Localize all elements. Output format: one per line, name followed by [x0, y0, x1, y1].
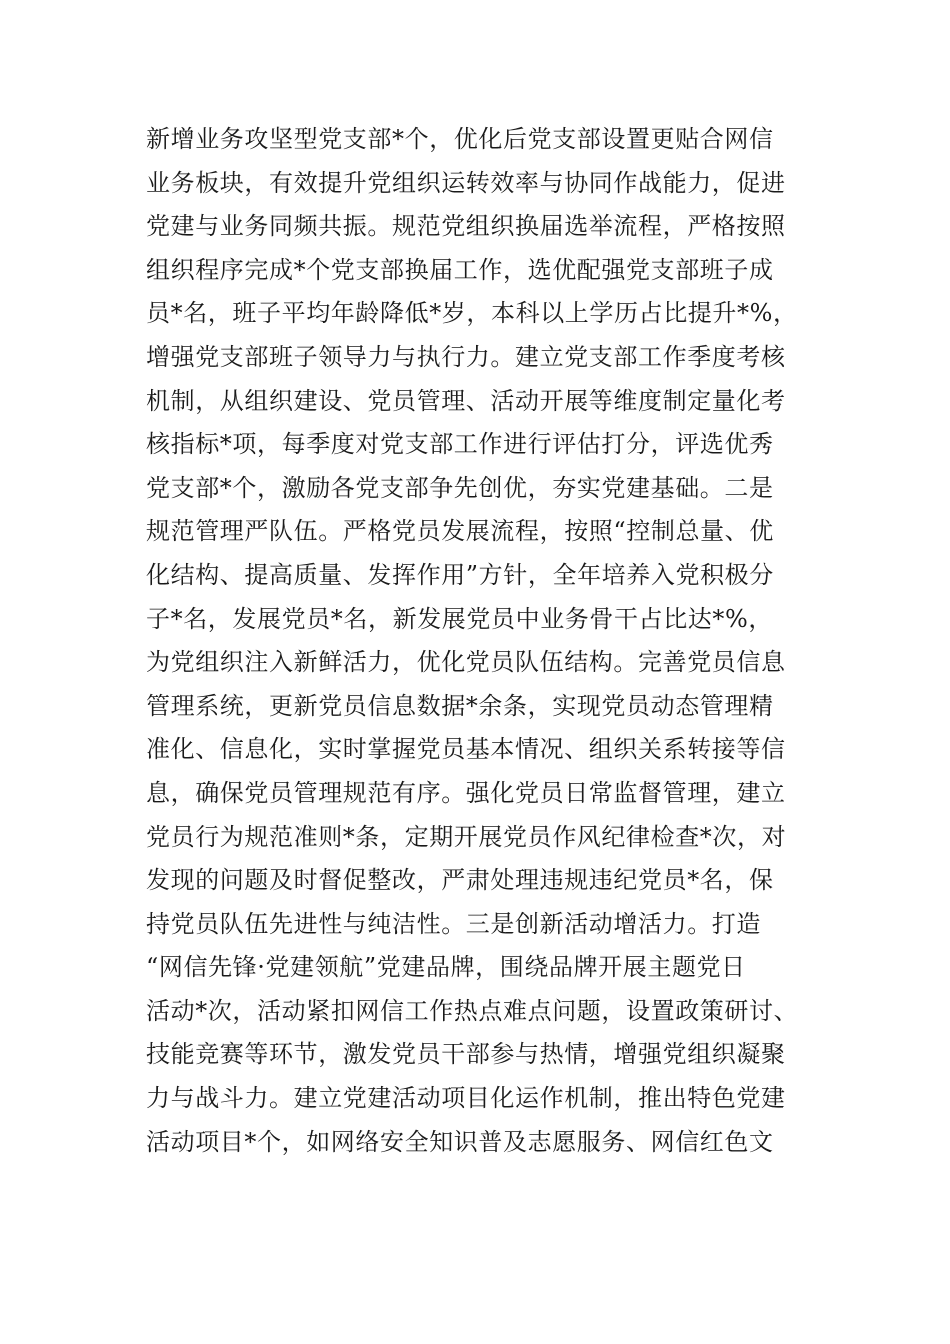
text-line-21: 活动*次，活动紧扣网信工作热点难点问题，设置政策研讨、: [146, 996, 799, 1025]
text-line-14: 管理系统，更新党员信息数据*余条，实现党员动态管理精: [146, 691, 774, 720]
text-line-1: 新增业务攻坚型党支部*个，优化后党支部设置更贴合网信: [146, 125, 774, 153]
text-line-9: 党支部*个，激励各党支部争先创优，夯实党建基础。二是: [146, 473, 774, 502]
text-line-5: 员*名，班子平均年龄降低*岁，本科以上学历占比提升*%，: [146, 299, 798, 328]
body-paragraph: [146, 118, 836, 1164]
text-line-4: 组织程序完成*个党支部换届工作，选优配强党支部班子成: [146, 255, 774, 284]
text-line-15: 准化、信息化，实时掌握党员基本情况、组织关系转接等信: [146, 735, 786, 764]
text-line-17: 党员行为规范准则*条，定期开展党员作风纪律检查*次，对: [146, 822, 787, 851]
text-line-16: 息，确保党员管理规范有序。强化党员日常监督管理，建立: [146, 778, 786, 807]
text-line-12: 子*名，发展党员*名，新发展党员中业务骨干占比达*%，: [146, 604, 774, 633]
text-line-10: 规范管理严队伍。严格党员发展流程，按照“控制总量、优: [146, 517, 774, 546]
text-line-13: 为党组织注入新鲜活力，优化党员队伍结构。完善党员信息: [146, 648, 786, 677]
text-line-2: 业务板块，有效提升党组织运转效率与协同作战能力，促进: [146, 168, 786, 197]
text-line-19: 持党员队伍先进性与纯洁性。三是创新活动增活力。打造: [146, 909, 761, 938]
text-line-23: 力与战斗力。建立党建活动项目化运作机制，推出特色党建: [146, 1084, 786, 1113]
text-line-11: 化结构、提高质量、发挥作用”方针，全年培养入党积极分: [146, 560, 774, 589]
text-line-20: “网信先锋·党建领航”党建品牌，围绕品牌开展主题党日: [146, 953, 746, 982]
text-line-18: 发现的问题及时督促整改，严肃处理违规违纪党员*名，保: [146, 866, 774, 895]
text-line-8: 核指标*项，每季度对党支部工作进行评估打分，评选优秀: [146, 430, 774, 459]
text-line-24: 活动项目*个，如网络安全知识普及志愿服务、网信红色文: [146, 1127, 774, 1156]
text-line-22: 技能竞赛等环节，激发党员干部参与热情，增强党组织凝聚: [146, 1040, 786, 1069]
text-line-3: 党建与业务同频共振。规范党组织换届选举流程，严格按照: [146, 212, 786, 241]
text-line-7: 机制，从组织建设、党员管理、活动开展等维度制定量化考: [146, 386, 786, 415]
text-line-6: 增强党支部班子领导力与执行力。建立党支部工作季度考核: [146, 342, 786, 371]
